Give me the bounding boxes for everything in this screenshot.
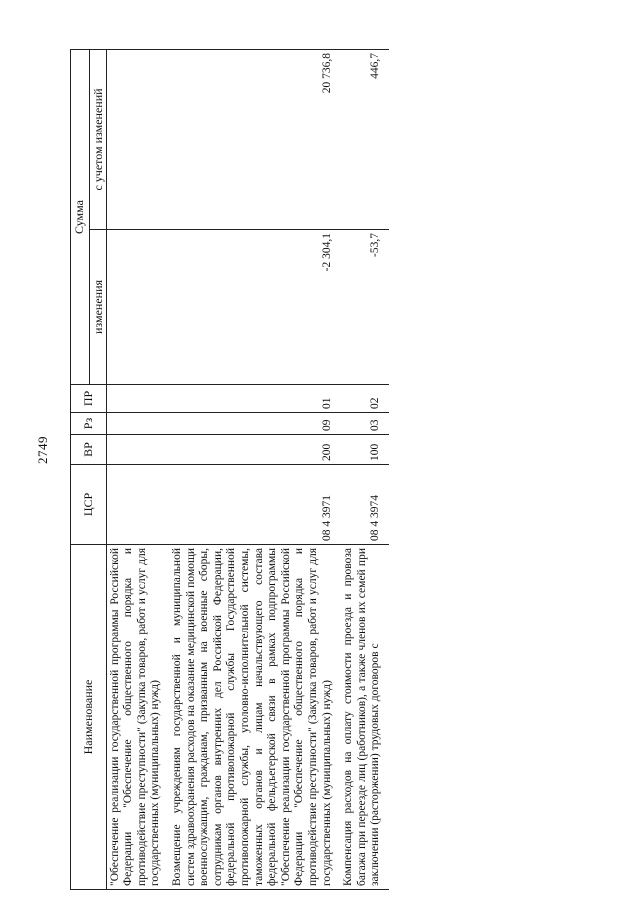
header-vr: ВР bbox=[71, 435, 107, 465]
row-change: -53,7 bbox=[340, 230, 389, 385]
row-rz: 09 bbox=[169, 413, 340, 435]
row-change bbox=[106, 230, 169, 385]
row-pr bbox=[106, 385, 169, 413]
row-change: -2 304,1 bbox=[169, 230, 340, 385]
row-csr bbox=[106, 465, 169, 545]
header-rz: Рз bbox=[71, 413, 107, 435]
table-row bbox=[169, 49, 340, 889]
row-rz: 03 bbox=[340, 413, 389, 435]
header-pr: ПР bbox=[71, 385, 107, 413]
row-vr: 200 bbox=[169, 435, 340, 465]
header-with-changes: с учетом изменений bbox=[89, 49, 106, 229]
page-number: 2749 bbox=[35, 436, 50, 464]
table-row bbox=[106, 49, 169, 889]
budget-allocation-table bbox=[70, 49, 389, 890]
row-vr bbox=[106, 435, 169, 465]
table-row bbox=[340, 49, 389, 889]
header-sum: Сумма bbox=[71, 49, 90, 384]
row-rz bbox=[106, 413, 169, 435]
row-csr: 08 4 3971 bbox=[169, 465, 340, 545]
row-name: "Обеспечение реализации государственной программы Российской Федерации "Обеспечение общественного порядка и противодействие преступности" (Закупка товаров, работ и услуг для государственных (муниципальных) нужд) bbox=[106, 545, 169, 890]
header-csr: ЦСР bbox=[71, 465, 107, 545]
row-csr: 08 4 3974 bbox=[340, 465, 389, 545]
row-name: Компенсация расходов на оплату стоимости проезда и провоза багажа при переезде лиц (работников), а также членов их семей при заключении (расторжении) трудовых договоров с bbox=[340, 545, 389, 890]
row-total: 20 736,8 bbox=[169, 49, 340, 229]
header-change: изменения bbox=[89, 230, 106, 385]
row-total: 446,7 bbox=[340, 49, 389, 229]
row-pr: 02 bbox=[340, 385, 389, 413]
row-total bbox=[106, 49, 169, 229]
header-name: Наименование bbox=[71, 545, 107, 890]
row-name: Возмещение учреждениям государственной и муниципальной систем здравоохранения расходов на оказание медицинской помощи военнослужащим, гражданам, призванным на военные сборы, сотрудникам органов внутренних дел Российской Федерации, федеральной противопожарной службы Государственной противопожарной службы, уголовно-исполнительной системы, таможенных органов и лицам начальствующего состава федеральной фельдъегерской связи в рамках подпрограммы "Обеспечение реализации государственной программы Российской Федерации "Обеспечение общественного порядка и противодействие преступности" (Закупка товаров, работ и услуг для государственных (муниципальных) нужд) bbox=[169, 545, 340, 890]
row-pr: 01 bbox=[169, 385, 340, 413]
table-header-row bbox=[71, 49, 90, 889]
row-vr: 100 bbox=[340, 435, 389, 465]
